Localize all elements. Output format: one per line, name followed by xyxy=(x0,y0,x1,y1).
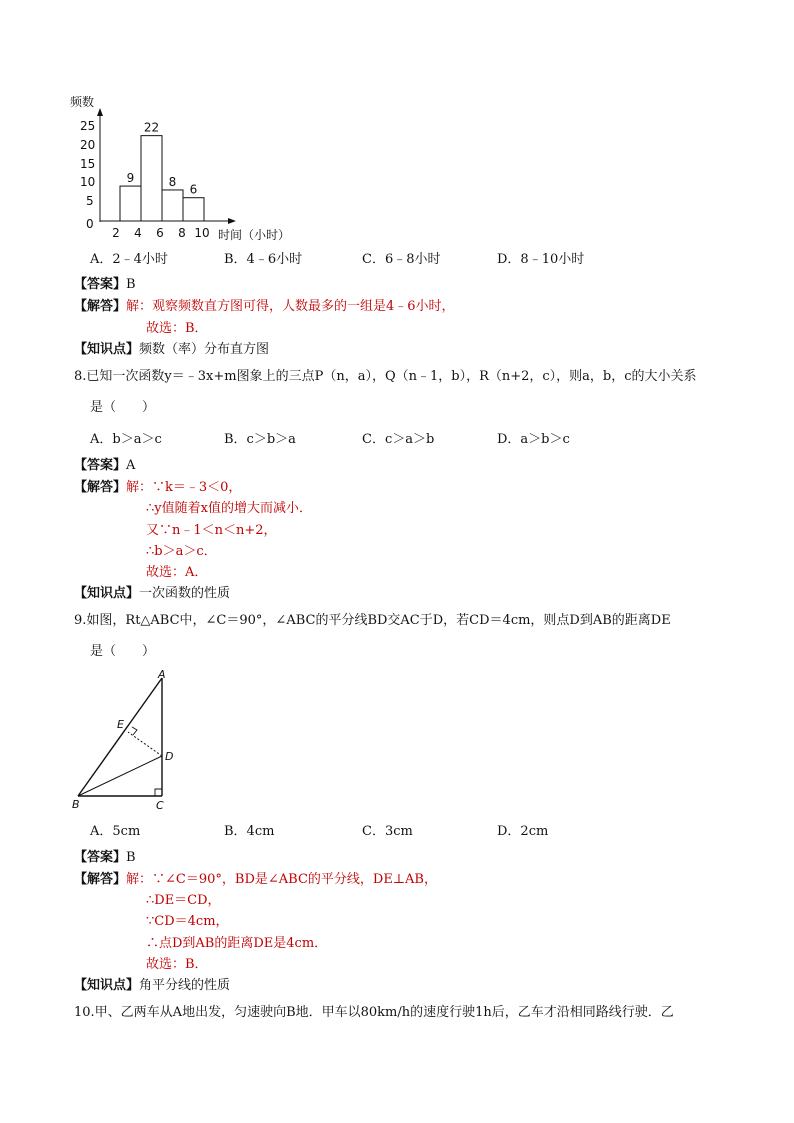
solution-line: ∴b＞a＞c． xyxy=(146,544,217,559)
x-axis-title: 时间（小时） xyxy=(218,228,291,242)
q9-stem-line1: 9.如图，Rt△ABC中，∠C＝90°，∠ABC的平分线BD交AC于D，若CD＝4cm，则点D到AB的距离DE xyxy=(74,613,671,628)
histogram-bar-8-10 xyxy=(183,198,204,221)
x-axis-arrow xyxy=(228,218,236,224)
right-angle-mark-e xyxy=(132,727,137,735)
x-tick-label: 2 xyxy=(112,226,120,240)
q7-option-b[interactable]: B．4﹣6小时 xyxy=(224,252,303,267)
solution-line: ∴DE＝CD， xyxy=(146,893,221,908)
y-axis-title: 频数 xyxy=(70,95,95,109)
vertex-label-e: E xyxy=(117,718,124,731)
q9-option-c[interactable]: C．3cm xyxy=(362,824,413,839)
q9-solution-row xyxy=(74,873,437,886)
segment-ab xyxy=(78,678,162,796)
solution-line: ∴y值随着x值的增大而减小． xyxy=(146,501,312,516)
knowledge-tag: 【知识点】 xyxy=(74,586,140,601)
x-tick-label: 8 xyxy=(178,226,186,240)
q7-option-a[interactable]: A．2﹣4小时 xyxy=(90,252,168,267)
histogram-bar-6-8 xyxy=(162,190,183,221)
q8-option-a[interactable]: A．b＞a＞c xyxy=(90,432,162,447)
q8-option-c[interactable]: C．c＞a＞b xyxy=(362,432,435,447)
q7-option-d[interactable]: D．8﹣10小时 xyxy=(497,252,585,267)
solution-line: 故选：A． xyxy=(146,565,208,580)
q9-option-d[interactable]: D．2cm xyxy=(497,824,549,839)
q9-answer-row xyxy=(74,851,136,864)
y-axis-arrow xyxy=(97,108,103,116)
q9-stem-line2: 是（ ） xyxy=(90,644,156,659)
right-angle-mark-c xyxy=(155,789,162,796)
q8-option-b[interactable]: B．c＞b＞a xyxy=(224,432,296,447)
solution-line: 解：∵∠C＝90°，BD是∠ABC的平分线，DE⊥AB， xyxy=(126,872,437,887)
solution-line: 又∵n﹣1＜n＜n+2， xyxy=(146,523,277,538)
vertex-label-c: C xyxy=(156,799,164,812)
q8-stem-line1: 8.已知一次函数y＝﹣3x+m图象上的三点P（n，a），Q（n﹣1，b），R（n+2，c），则a，b，c的大小关系 xyxy=(74,369,697,384)
answer-tag: 【答案】 xyxy=(74,277,127,292)
knowledge-tag: 【知识点】 xyxy=(74,342,140,357)
y-tick-label: 0 xyxy=(86,217,94,231)
histogram-bar-4-6 xyxy=(141,136,162,221)
x-tick-label: 6 xyxy=(156,226,164,240)
knowledge-value: 一次函数的性质 xyxy=(139,586,231,601)
y-tick-label: 15 xyxy=(80,157,96,171)
solution-line: ∵CD＝4cm， xyxy=(146,914,229,929)
x-tick-label: 4 xyxy=(134,226,142,240)
solution-tag: 【解答】 xyxy=(74,299,127,314)
triangle-figure xyxy=(68,668,188,814)
bar-label: 9 xyxy=(126,171,135,186)
y-tick-label: 20 xyxy=(80,138,96,152)
solution-tag: 【解答】 xyxy=(74,480,127,495)
solution-line: 解：观察频数直方图可得，人数最多的一组是4﹣6小时， xyxy=(126,299,455,314)
knowledge-value: 频数（率）分布直方图 xyxy=(139,342,270,357)
q7-solution-row xyxy=(74,300,455,313)
x-tick-label: 10 xyxy=(194,226,210,240)
answer-value: B xyxy=(126,850,136,865)
q9-option-b[interactable]: B．4cm xyxy=(224,824,275,839)
q9-knowledge-row xyxy=(74,979,230,992)
bar-label: 6 xyxy=(189,182,198,197)
q8-solution-row xyxy=(74,481,241,494)
q7-answer-row xyxy=(74,278,136,291)
solution-line: 解：∵k＝﹣3＜0， xyxy=(126,480,242,495)
knowledge-tag: 【知识点】 xyxy=(74,978,140,993)
q8-option-d[interactable]: D．a＞b＞c xyxy=(497,432,570,447)
y-tick-label: 10 xyxy=(80,175,96,189)
answer-tag: 【答案】 xyxy=(74,458,127,473)
solution-line: 故选：B． xyxy=(146,321,208,336)
knowledge-value: 角平分线的性质 xyxy=(139,978,231,993)
q10-stem-line1: 10.甲、乙两车从A地出发，匀速驶向B地．甲车以80km/h的速度行驶1h后，乙车才沿相同路线行驶．乙 xyxy=(74,1005,674,1020)
vertex-label-a: A xyxy=(158,668,166,681)
solution-line: ∴点D到AB的距离DE是4cm． xyxy=(146,936,328,951)
frequency-histogram xyxy=(60,92,291,244)
answer-tag: 【答案】 xyxy=(74,850,127,865)
q8-answer-row xyxy=(74,459,135,472)
q7-option-c[interactable]: C．6﹣8小时 xyxy=(362,252,441,267)
y-tick-label: 5 xyxy=(86,194,94,208)
segment-de xyxy=(128,732,162,756)
segment-bd xyxy=(78,756,162,796)
answer-value: B xyxy=(126,277,136,292)
histogram-bar-2-4 xyxy=(120,186,141,221)
vertex-label-b: B xyxy=(72,798,80,811)
q8-knowledge-row xyxy=(74,587,230,600)
vertex-label-d: D xyxy=(165,750,174,763)
q7-knowledge-row xyxy=(74,343,269,356)
q9-option-a[interactable]: A．5cm xyxy=(90,824,141,839)
solution-tag: 【解答】 xyxy=(74,872,127,887)
y-tick-label: 25 xyxy=(80,119,96,133)
bar-label: 8 xyxy=(168,174,177,189)
q8-stem-line2: 是（ ） xyxy=(90,400,156,415)
solution-line: 故选：B． xyxy=(146,957,208,972)
answer-value: A xyxy=(126,458,136,473)
bar-label: 22 xyxy=(143,120,160,135)
